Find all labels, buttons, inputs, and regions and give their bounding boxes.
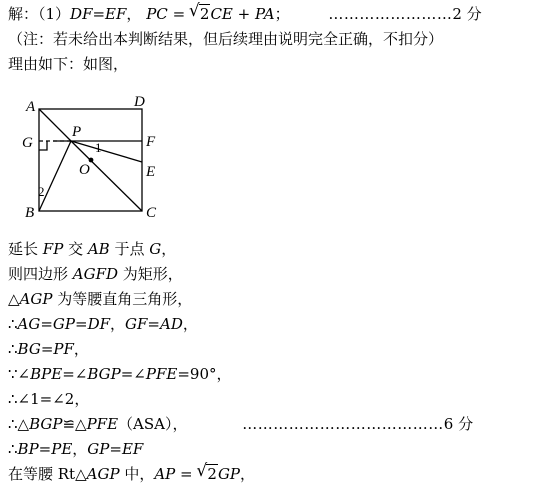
text: =90°，: [177, 365, 232, 383]
text: ，: [240, 465, 256, 483]
text: =∠: [62, 365, 88, 383]
text: 在等腰 Rt△: [8, 465, 87, 483]
segment-ap: AP: [154, 465, 176, 483]
label-p: P: [72, 124, 82, 140]
proof-line-7: [8, 389, 89, 409]
angle-bgp: BGP: [87, 365, 121, 383]
text: 为等腰直角三角形，: [52, 290, 193, 308]
therefore-triangle: ∴△: [8, 415, 30, 433]
pa-term: PA: [255, 5, 275, 23]
segment-fp: FP: [42, 240, 64, 258]
proof-line-1: [8, 239, 176, 259]
equation: BP=PE: [17, 440, 73, 458]
triangle-agp: AGP: [86, 465, 120, 483]
text: ，: [161, 240, 177, 258]
plus-sign: +: [232, 5, 255, 23]
point-g: G: [149, 240, 162, 258]
score-label: 2 分: [452, 5, 482, 23]
congruent-symbol: ≌△: [62, 415, 87, 433]
label-b: B: [25, 205, 35, 221]
score-label: 6 分: [443, 415, 474, 433]
angle-2-label: 2: [38, 184, 45, 199]
text: 则四边形: [8, 265, 73, 283]
text: ，: [110, 315, 126, 333]
quad-agfd: AGFD: [72, 265, 119, 283]
label-a: A: [26, 99, 36, 115]
segment-gp: GP: [217, 465, 241, 483]
proof-line-2: [8, 264, 183, 284]
equation: BG=PF: [17, 340, 74, 358]
equals-sign: =: [167, 5, 190, 23]
text: 交: [63, 240, 88, 258]
grading-note: （注：若未给出本判断结果，但后续理由说明完全正确，不扣分）: [8, 30, 444, 48]
proof-line-4: [8, 314, 198, 334]
equation: AG=GP=DF: [17, 315, 111, 333]
angle-equality: ∴∠1=∠2，: [8, 390, 90, 408]
score-leader-dots: …………………………………: [242, 415, 444, 433]
proof-line-5: [8, 339, 89, 359]
equation: GP=EF: [87, 440, 144, 458]
text: ，: [72, 440, 88, 458]
label-e: E: [146, 164, 156, 180]
triangle-symbol: △: [8, 290, 20, 308]
proof-line-10: [8, 464, 255, 484]
equals-sign: =: [175, 465, 198, 483]
reason-intro: 理由如下：如图，: [8, 55, 129, 73]
answer-prefix: 解：（1）: [8, 5, 71, 23]
triangle-agp: AGP: [19, 290, 53, 308]
text: ，: [73, 340, 89, 358]
label-c: C: [146, 205, 157, 221]
proof-line-6: [8, 364, 231, 384]
label-o: O: [79, 162, 90, 178]
right-angle-mark: [39, 141, 47, 150]
angle-1-label: 1: [95, 140, 102, 155]
angle-pfe: PFE: [145, 365, 178, 383]
therefore-symbol: ∴: [8, 315, 18, 333]
proof-line-3: [8, 289, 192, 309]
segment-ap: [39, 109, 71, 141]
proof-line-8: [8, 414, 473, 434]
text: （ASA），: [118, 415, 188, 433]
label-f: F: [146, 134, 156, 150]
text: 为矩形，: [118, 265, 183, 283]
therefore-symbol: ∴: [8, 340, 18, 358]
text: ，: [182, 315, 198, 333]
ce-term: CE: [210, 5, 233, 23]
label-d: D: [134, 94, 145, 110]
segment-bp: [39, 141, 71, 211]
equation-df-ef: DF=EF: [70, 5, 127, 23]
text: 于点: [109, 240, 150, 258]
pc-term: PC: [146, 5, 168, 23]
text: 中，: [119, 465, 155, 483]
angle-bpe: BPE: [30, 365, 63, 383]
sqrt-value: 2: [199, 5, 210, 23]
proof-line-9: [8, 439, 143, 459]
triangle-pfe: PFE: [86, 415, 119, 433]
comma: ，: [126, 5, 142, 23]
score-leader-dots: ……………………: [328, 5, 453, 23]
text: 延长: [8, 240, 43, 258]
sqrt-symbol: [197, 464, 218, 484]
therefore-symbol: ∴: [8, 440, 18, 458]
segment-ab: AB: [87, 240, 110, 258]
equation: GF=AD: [125, 315, 183, 333]
because-angle: ∵∠: [8, 365, 31, 383]
label-g: G: [22, 135, 33, 151]
semicolon: ；: [274, 5, 290, 23]
text: =∠: [120, 365, 146, 383]
sqrt-value: 2: [207, 465, 217, 483]
triangle-bgp: BGP: [29, 415, 63, 433]
